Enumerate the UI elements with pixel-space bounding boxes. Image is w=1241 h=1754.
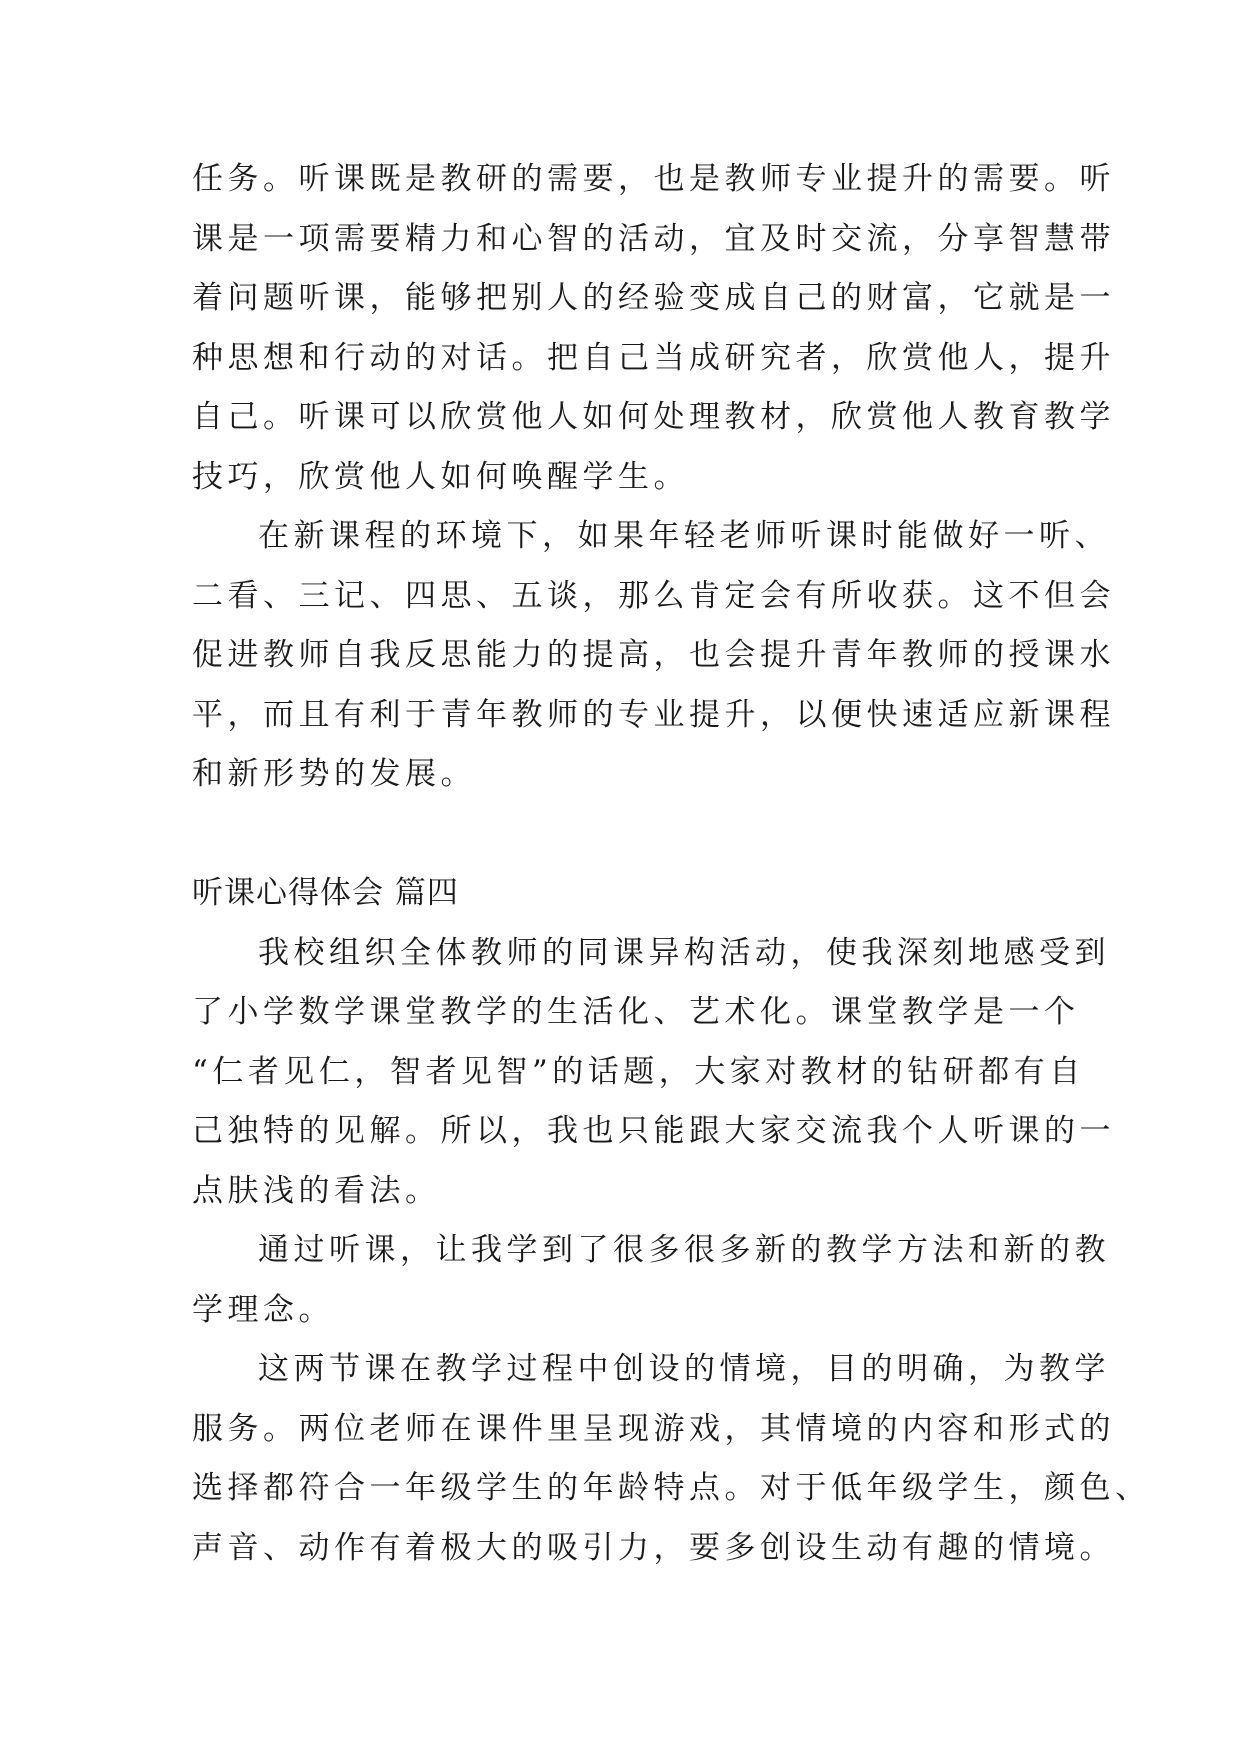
text-line: 学理念。 [192, 1291, 334, 1328]
text-line: 着问题听课，能够把别人的经验变成自己的财富，它就是一 [192, 280, 1115, 316]
text-line: 平，而且有利于青年教师的专业提升，以便快速适应新课程 [192, 696, 1115, 733]
paragraph-gap [192, 805, 1064, 865]
text-line: 二看、三记、四思、五谈，那么肯定会有所收获。这不但会 [192, 577, 1115, 614]
text-line: 课是一项需要精力和心智的活动，宜及时交流，分享智慧带 [192, 220, 1115, 257]
text-line: 技巧，欣赏他人如何唤醒学生。 [192, 458, 689, 495]
text-line: 在新课程的环境下，如果年轻老师听课时能做好一听、 [258, 518, 1110, 554]
section-heading: 听课心得体会 篇四 [192, 875, 459, 911]
text-line: 和新形势的发展。 [192, 756, 476, 792]
text-line: 这两节课在教学过程中创设的情境，目的明确，为教学 [258, 1351, 1110, 1387]
text-line: 任务。听课既是教研的需要，也是教师专业提升的需要。听 [192, 161, 1115, 197]
text-line: 己独特的见解。所以，我也只能跟大家交流我个人听课的一 [192, 1113, 1115, 1149]
text-line: 自己。听课可以欣赏他人如何处理教材，欣赏他人教育教学 [192, 399, 1115, 435]
text-line: 服务。两位老师在课件里呈现游戏，其情境的内容和形式的 [192, 1410, 1115, 1447]
text-line: 声音、动作有着极大的吸引力，要多创设生动有趣的情境。 [192, 1529, 1115, 1566]
text-line: 促进教师自我反思能力的提高，也会提升青年教师的授课水 [192, 637, 1115, 673]
text-line: 点肤浅的看法。 [192, 1172, 441, 1209]
text-line: 通过听课，让我学到了很多很多新的教学方法和新的教 [258, 1232, 1110, 1268]
text-line: 我校组织全体教师的同课异构活动，使我深刻地感受到 [258, 934, 1110, 971]
document-page [192, 150, 1151, 1578]
text-line: “仁者见仁，智者见智”的话题，大家对教材的钻研都有自 [192, 1053, 1085, 1090]
text-line: 了小学数学课堂教学的生活化、艺术化。课堂教学是一个 [192, 994, 1080, 1030]
text-line: 选择都符合一年级学生的年龄特点。对于低年级学生，颜色、 [192, 1470, 1151, 1506]
text-line: 种思想和行动的对话。把自己当成研究者，欣赏他人，提升 [192, 339, 1115, 376]
